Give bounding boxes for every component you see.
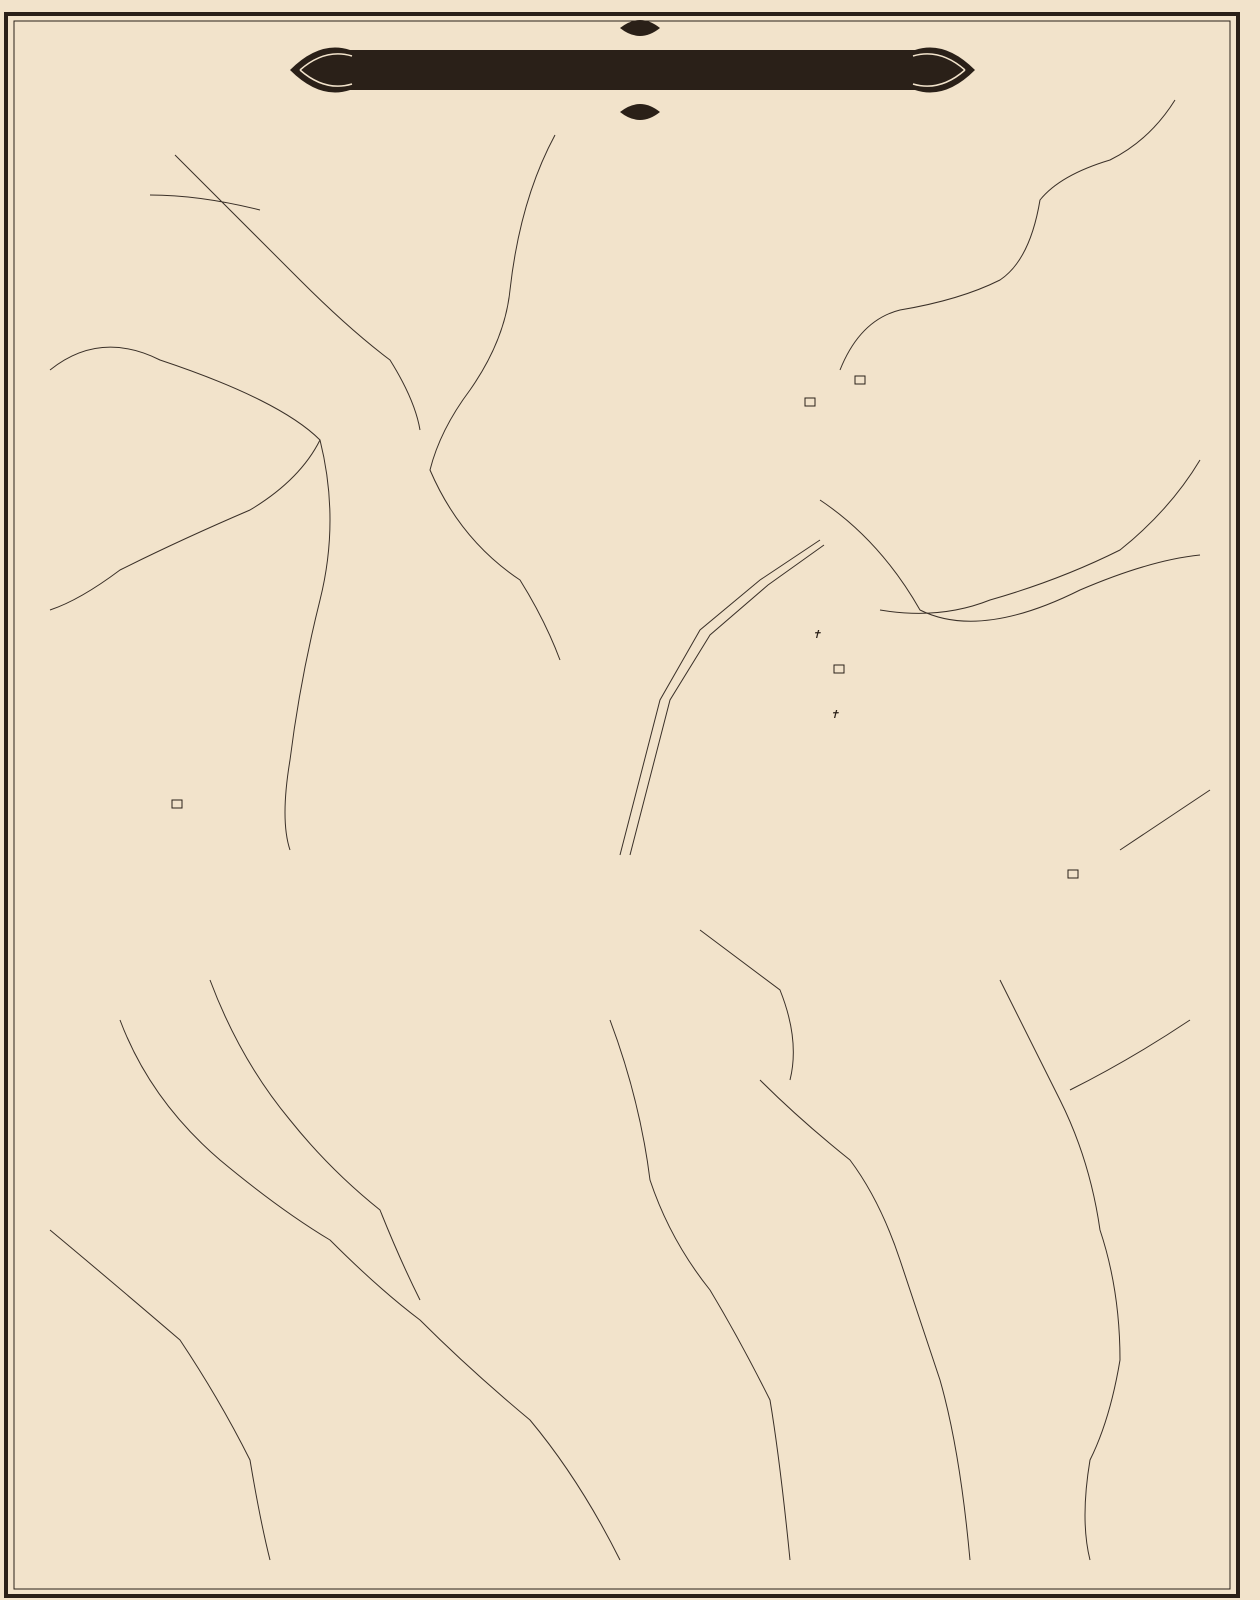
saw-mill-icon bbox=[172, 800, 182, 808]
feature-labels bbox=[172, 376, 1078, 878]
southwest-creek-stream bbox=[120, 1020, 620, 1560]
farnsworth-run-stream bbox=[430, 135, 560, 660]
creek-east-2 bbox=[700, 930, 793, 1080]
creek-east-1 bbox=[1070, 1020, 1190, 1090]
north-branch-stream bbox=[150, 155, 420, 430]
plank-road bbox=[620, 540, 820, 855]
sheriff-run-stream bbox=[1000, 980, 1120, 1560]
tool-creek-stream bbox=[610, 1020, 790, 1560]
church-icon: ✝ bbox=[830, 708, 840, 721]
arnett-run-stream bbox=[880, 460, 1200, 613]
school-house-icon bbox=[834, 665, 844, 673]
central-stream bbox=[285, 440, 330, 850]
east-creek-stream bbox=[760, 1080, 970, 1560]
plank-road-2 bbox=[630, 545, 824, 855]
road-east bbox=[820, 500, 1200, 621]
porcupine-creek-stream bbox=[50, 1230, 270, 1560]
saw-mill-icon bbox=[855, 376, 865, 384]
title-cartouche bbox=[290, 20, 975, 120]
church-icon: ✝ bbox=[812, 628, 822, 641]
town-hall-icon bbox=[1068, 870, 1078, 878]
outer-border bbox=[6, 14, 1238, 1596]
road-southeast bbox=[1120, 790, 1210, 850]
town-hall-icon bbox=[805, 398, 815, 406]
roads bbox=[620, 500, 1210, 855]
west-creek-stream bbox=[50, 347, 320, 610]
inner-border bbox=[14, 21, 1230, 1589]
north-east-stream bbox=[840, 100, 1175, 370]
streams bbox=[50, 100, 1200, 1560]
minister-creek-stream bbox=[210, 980, 420, 1300]
